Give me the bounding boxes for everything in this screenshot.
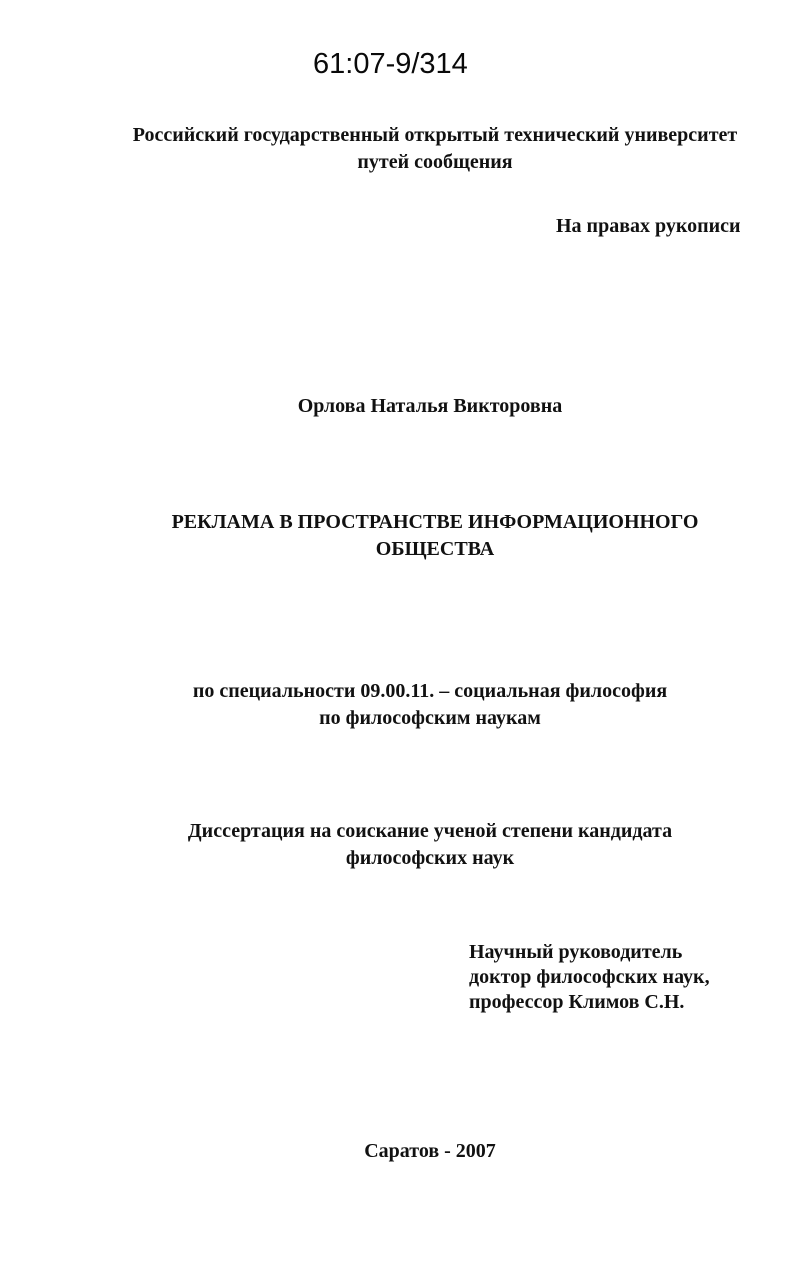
supervisor-degree: доктор философских наук,	[469, 966, 710, 988]
university-name-line-2: путей сообщения	[357, 151, 513, 173]
author-name: Орлова Наталья Викторовна	[297, 395, 563, 417]
manuscript-rights-note: На правах рукописи	[556, 215, 741, 237]
supervisor-role: Научный руководитель	[469, 941, 683, 963]
degree-statement-line-1: Диссертация на соискание ученой степени кандидата	[187, 820, 673, 842]
city-and-year: Саратов - 2007	[364, 1140, 496, 1162]
university-name-line-1: Российский государственный открытый технический университет	[132, 124, 738, 146]
specialty-line-1: по специальности 09.00.11. – социальная философия	[192, 680, 668, 702]
dissertation-title-line-1: РЕКЛАМА В ПРОСТРАНСТВЕ ИНФОРМАЦИОННОГО	[171, 511, 699, 533]
supervisor-name: профессор Климов С.Н.	[469, 991, 685, 1013]
dissertation-title	[120, 509, 750, 563]
specialty-line-2: по философским наукам	[319, 707, 541, 729]
degree-statement-line-2: философских наук	[345, 847, 515, 869]
university-name	[100, 122, 770, 176]
library-stamp-code: 61:07-9/314	[313, 48, 468, 80]
specialty-info	[130, 678, 730, 732]
degree-statement	[130, 818, 730, 872]
scientific-supervisor	[469, 940, 710, 1015]
dissertation-title-line-2: ОБЩЕСТВА	[375, 538, 495, 560]
